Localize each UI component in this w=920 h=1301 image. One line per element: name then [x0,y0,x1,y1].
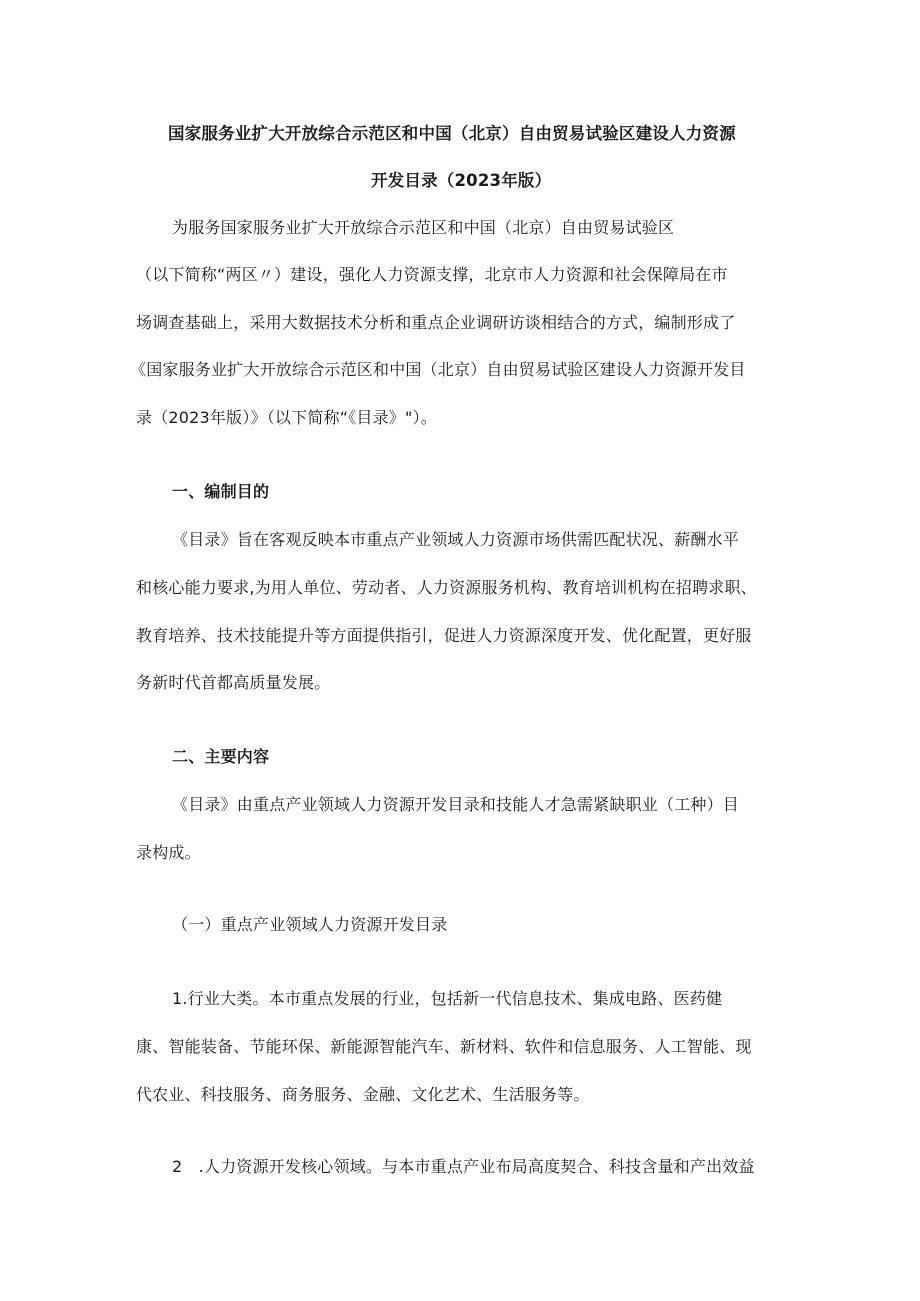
content-line-2: 录构成。 [136,843,201,862]
intro-line-3: 场调查基础上，采用大数据技术分析和重点企业调研访谈相结合的方式，编制形成了 [136,313,736,332]
content-line-1: 《目录》由重点产业领域人力资源开发目录和技能人才急需紧缺职业（工种）目 [172,795,740,814]
intro-line-2: （以下简称“两区〃）建设，强化人力资源支撑，北京市人力资源和社会保障局在市 [136,265,728,284]
section-heading-purpose: 一、编制目的 [172,482,270,501]
purpose-line-3: 教育培养、技术技能提升等方面提供指引，促进人力资源深度开发、优化配置，更好服 [136,626,752,645]
section-heading-content: 二、主要内容 [172,747,270,766]
purpose-line-2: 和核心能力要求,为用人单位、劳动者、人力资源服务机构、教育培训机构在招聘求职、 [136,578,757,597]
item1-line-3: 代农业、科技服务、商务服务、金融、文化艺术、生活服务等。 [136,1085,590,1104]
document-title-line-1: 国家服务业扩大开放综合示范区和中国（北京）自由贸易试验区建设人力资源 [168,124,736,143]
purpose-line-4: 务新时代首都高质量发展。 [136,673,331,692]
intro-line-5: 录（2023年版）》（以下简称“《目录》"）。 [136,408,437,427]
intro-line-4: 《国家服务业扩大开放综合示范区和中国（北京）自由贸易试验区建设人力资源开发目 [130,360,746,379]
purpose-line-1: 《目录》旨在客观反映本市重点产业领域人力资源市场供需匹配状况、薪酬水平 [172,530,740,549]
item1-line-2: 康、智能装备、节能环保、新能源智能汽车、新材料、软件和信息服务、人工智能、现 [136,1037,752,1056]
item2-line-1: 2 .人力资源开发核心领域。与本市重点产业布局高度契合、科技含量和产出效益 [172,1157,755,1176]
subsection-heading: （一）重点产业领域人力资源开发目录 [172,915,448,934]
intro-line-1: 为服务国家服务业扩大开放综合示范区和中国（北京）自由贸易试验区 [172,218,675,237]
document-title-line-2: 开发目录（2023年版） [371,171,552,190]
item1-line-1: 1.行业大类。本市重点发展的行业，包括新一代信息技术、集成电路、医药健 [172,989,723,1008]
